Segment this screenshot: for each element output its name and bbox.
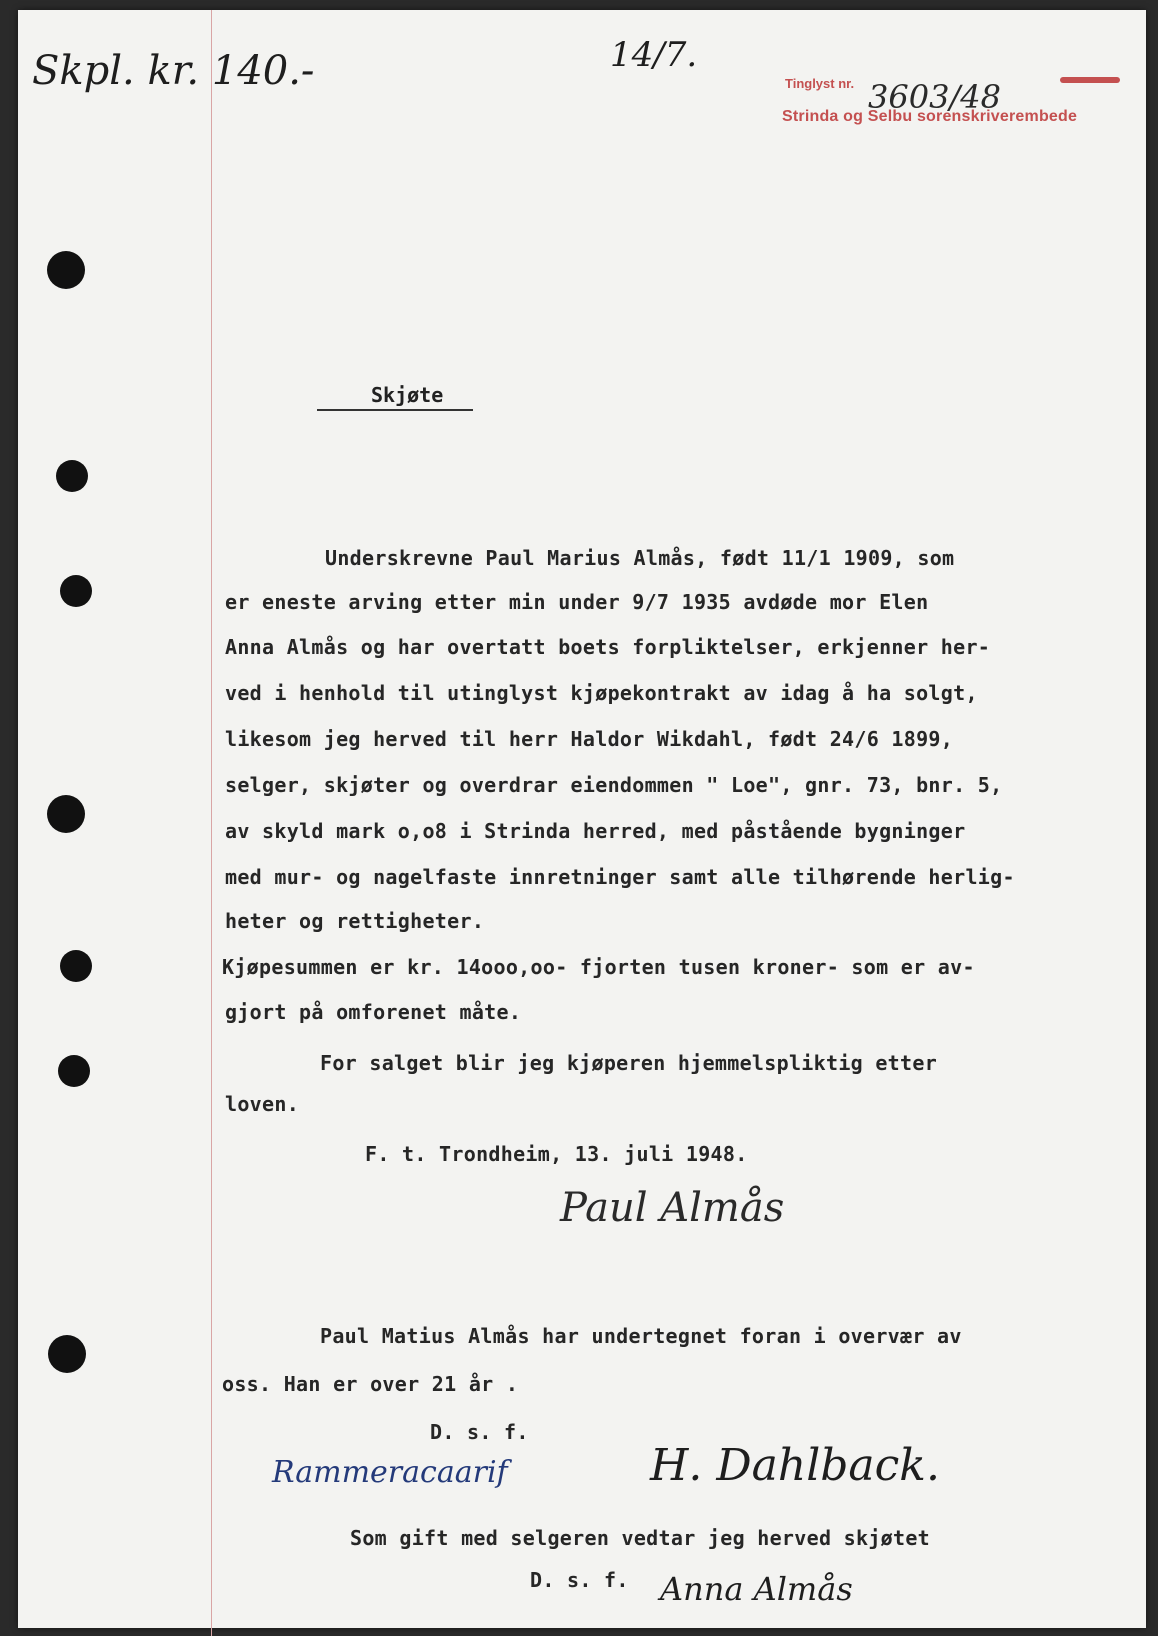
body-line: selger, skjøter og overdrar eiendommen " Loe", gnr. 73, bnr. 5,: [225, 773, 1003, 797]
wife-signature: Anna Almås: [660, 1570, 853, 1608]
stamp-mark: [1060, 77, 1120, 83]
body-line: ved i henhold til utinglyst kjøpekontrakt av idag å ha solgt,: [225, 681, 978, 705]
body-line: med mur- og nagelfaste innretninger samt alle tilhørende herlig-: [225, 865, 1015, 889]
body-line: er eneste arving etter min under 9/7 1935 avdøde mor Elen: [225, 590, 929, 614]
punch-hole: [56, 460, 88, 492]
punch-hole: [58, 1055, 90, 1087]
registry-stamp-office: Strinda og Selbu sorenskriverembede: [782, 108, 1078, 125]
witness-signature-2: H. Dahlback.: [650, 1440, 940, 1491]
punch-hole: [48, 1335, 86, 1373]
body-line: Kjøpesummen er kr. 14ooo,oo- fjorten tusen kroner- som er av-: [222, 955, 975, 979]
handwritten-fee: Skpl. kr. 140.-: [32, 48, 315, 94]
body-line: loven.: [225, 1092, 300, 1116]
place-date: F. t. Trondheim, 13. juli 1948.: [365, 1142, 748, 1166]
body-line: Underskrevne Paul Marius Almås, født 11/1 1909, som: [325, 546, 955, 570]
body-line: likesom jeg herved til herr Haldor Wikdahl, født 24/6 1899,: [225, 727, 954, 751]
body-line: gjort på omforenet måte.: [225, 1000, 522, 1024]
punch-hole: [60, 575, 92, 607]
registry-stamp-number: 3603/48: [868, 78, 1001, 116]
handwritten-date: 14/7.: [610, 35, 698, 75]
witness-statement: oss. Han er over 21 år .: [222, 1372, 519, 1396]
seller-signature: Paul Almås: [560, 1185, 785, 1231]
registry-stamp-label: Tinglyst nr.: [785, 76, 855, 91]
body-line: av skyld mark o,o8 i Strinda herred, med påstående bygninger: [225, 819, 966, 843]
dsf-label: D. s. f.: [430, 1420, 529, 1444]
punch-hole: [47, 795, 85, 833]
punch-hole: [47, 251, 85, 289]
punch-hole: [60, 950, 92, 982]
body-line: For salget blir jeg kjøperen hjemmelspliktig etter: [320, 1051, 938, 1075]
body-line: Anna Almås og har overtatt boets forpliktelser, erkjenner her-: [225, 635, 991, 659]
body-line: heter og rettigheter.: [225, 909, 485, 933]
spouse-consent: Som gift med selgeren vedtar jeg herved skjøtet: [350, 1526, 931, 1550]
dsf-label: D. s. f.: [530, 1568, 629, 1592]
witness-statement: Paul Matius Almås har undertegnet foran i overvær av: [320, 1324, 962, 1348]
witness-signature-1: Rammeracaarif: [272, 1455, 508, 1490]
margin-line: [211, 10, 212, 1636]
document-title: Skjøte: [317, 383, 473, 411]
